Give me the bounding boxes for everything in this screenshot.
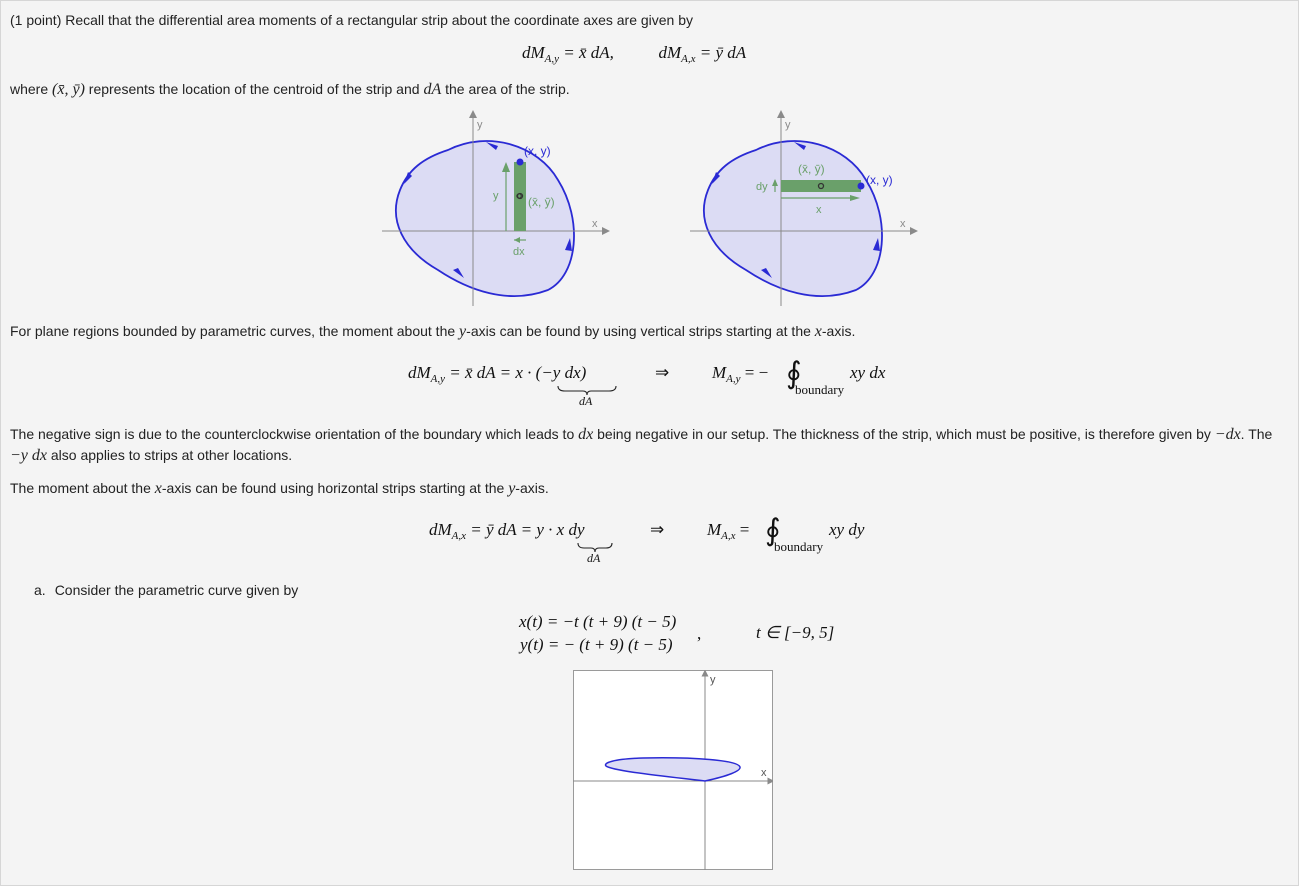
parametric-curve-plot [573, 670, 773, 870]
formula-Mx: $M_{A,x}$ = [707, 520, 750, 542]
parameter-domain: t ∈ [−9, 5] [756, 623, 835, 642]
height-label: y [493, 190, 499, 202]
part-a-text: a. Consider the parametric curve given by [34, 582, 299, 598]
integral-subscript: boundary [795, 382, 845, 397]
dx-label: dx [513, 246, 525, 258]
intro-text: (1 point) Recall that the differential area moments of a rectangular strip about the coordinate axes are given by [10, 12, 694, 28]
formula-moment-y: $dM_{A,y}$ = x̄ dA = x · (−y dx) [408, 363, 587, 385]
y-axis-label: y [477, 119, 483, 131]
integrand: xy dx [850, 363, 886, 382]
horizontal-strip [781, 180, 861, 192]
equation-comma: , [697, 624, 702, 643]
integral-subscript: boundary [774, 539, 824, 554]
underbrace-term: (−y dx) [535, 363, 587, 382]
x-length-label: x [816, 204, 822, 216]
point-label: (x, y) [524, 144, 551, 158]
point-label: (x, y) [866, 173, 893, 187]
y-axis-label: y [710, 674, 716, 686]
centroid-label: (x̄, ȳ) [798, 162, 825, 176]
implies-arrow: ⇒ [650, 520, 665, 539]
underbrace-label: dA [579, 394, 593, 408]
x-axis-label: x [761, 767, 767, 779]
y-equation: y(t) = − (t + 9) (t − 5) [520, 635, 673, 654]
formula-moments: $dM_{A,y}$ = x̄ dA, $dM_{A,x}$ = ȳ dA [522, 43, 747, 65]
point-xy [858, 183, 865, 190]
integrand: xy dy [829, 520, 865, 539]
formula-My: $M_{A,y}$ = − [712, 363, 769, 385]
implies-arrow: ⇒ [655, 363, 670, 382]
vertical-strip [514, 162, 526, 231]
formula-moment-x: $dM_{A,x}$ = ȳ dA = y · x dy [429, 520, 585, 542]
vertical-strips-text: For plane regions bounded by parametric curves, the moment about the y-axis can be found by using vertical strips starting at the x-axis. [10, 323, 856, 340]
horizontal-strips-text: The moment about the x-axis can be found using horizontal strips starting at the y-axis. [10, 480, 549, 497]
point-xy [517, 159, 524, 166]
x-equation: x(t) = −t (t + 9) (t − 5) [519, 612, 677, 631]
contour-integral: ∮ [786, 357, 802, 390]
where-text: where (x̄, ȳ) represents the location of the centroid of the strip and dA the area of the strip. [10, 81, 570, 98]
x-axis-label: x [900, 218, 906, 230]
region-fill [704, 141, 882, 296]
underbrace-term: x dy [556, 520, 585, 539]
underbrace-label: dA [587, 551, 601, 565]
x-axis-label: x [592, 218, 598, 230]
negative-sign-text: The negative sign is due to the counterclockwise orientation of the boundary which leads to dx being negative in our setup. The thickness of the strip, which must be positive, is therefore given by −dx. The −y dx also applies to strips at other locations. [10, 426, 1273, 464]
part-a-marker: a. [34, 582, 46, 598]
dy-label: dy [756, 181, 768, 193]
y-axis-label: y [785, 119, 791, 131]
vertical-strip-figure [378, 110, 613, 310]
contour-integral: ∮ [765, 514, 781, 547]
horizontal-strip-figure [686, 110, 921, 310]
centroid-label: (x̄, ȳ) [528, 195, 555, 209]
region-fill [396, 141, 574, 296]
